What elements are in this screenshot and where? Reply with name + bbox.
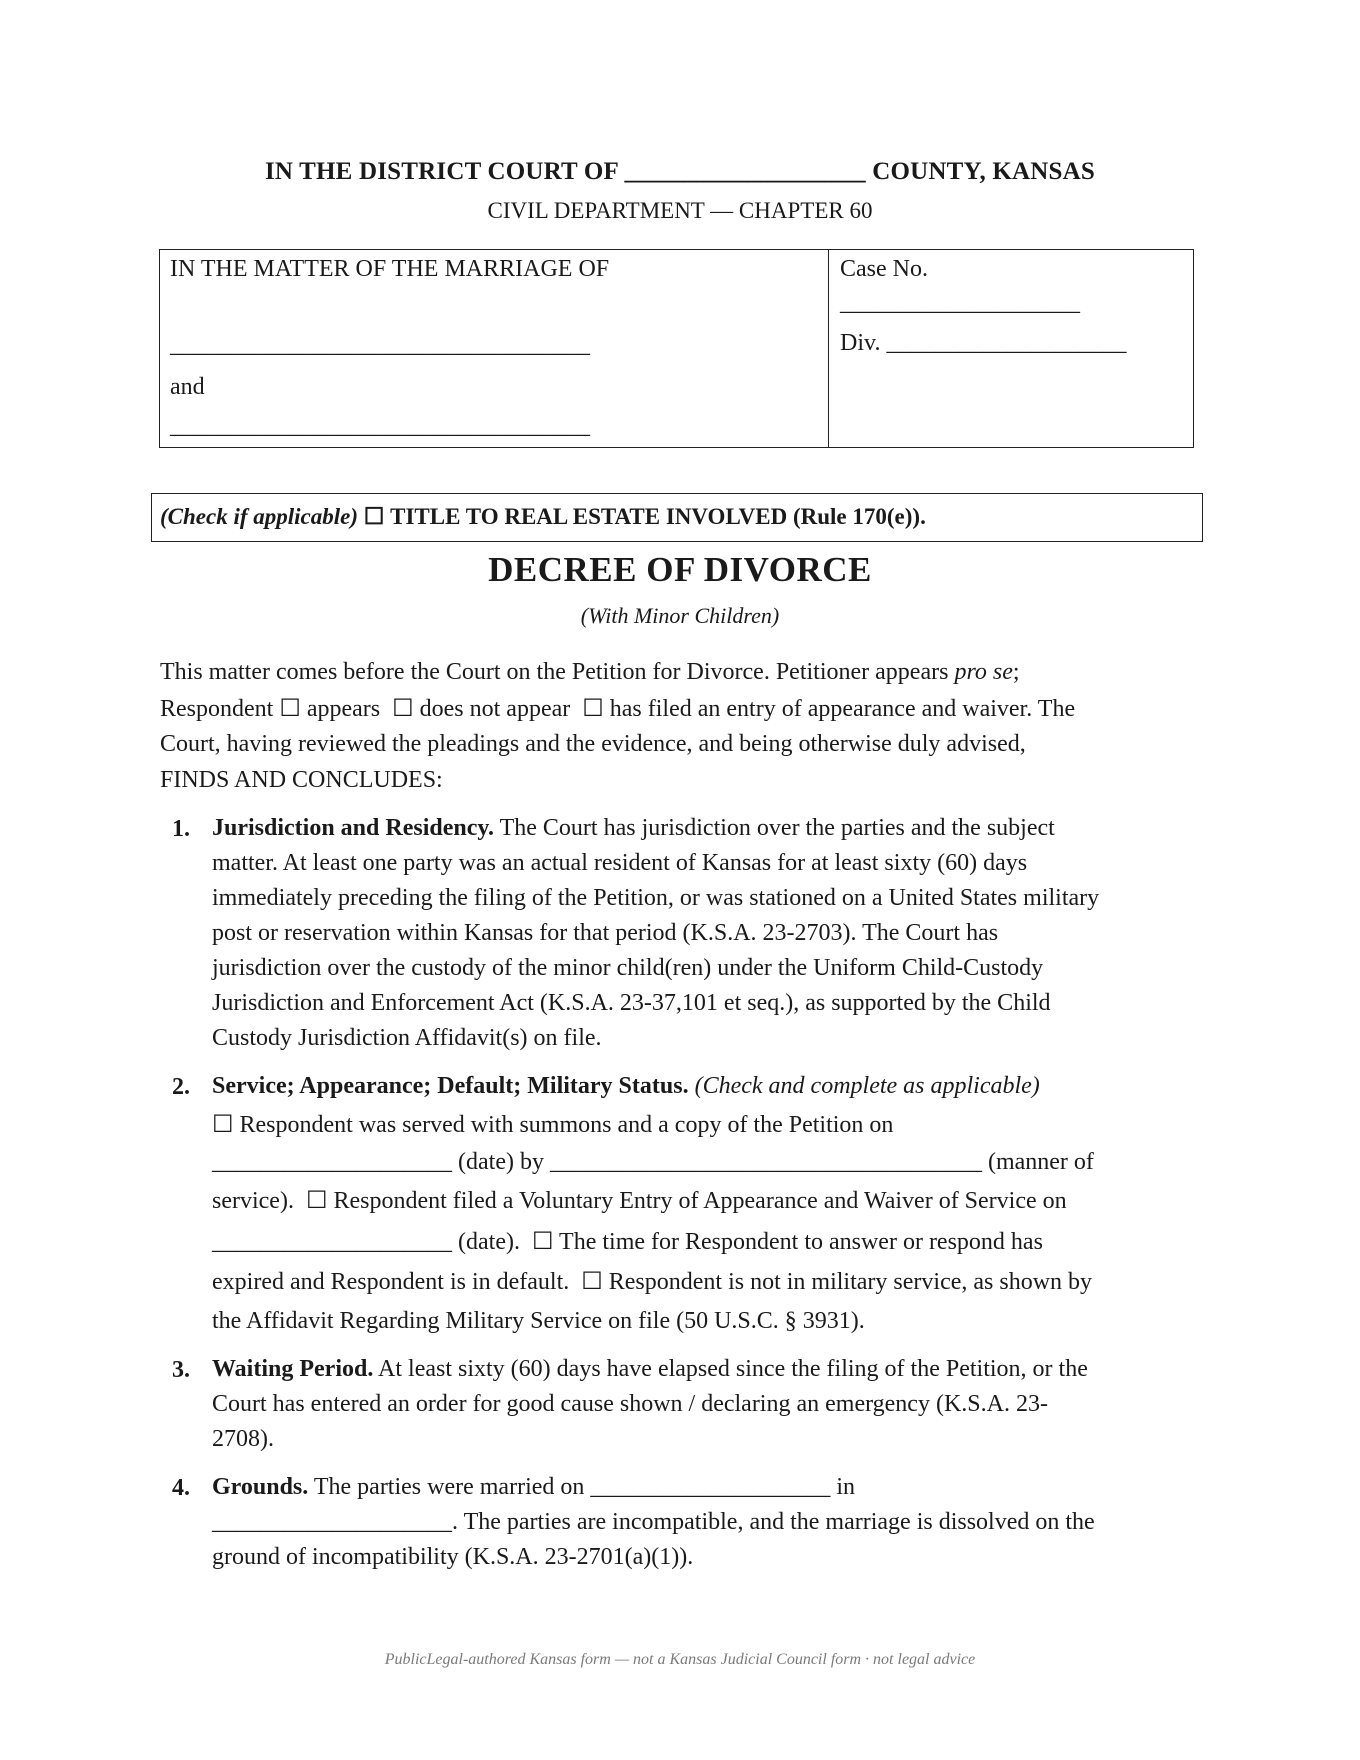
item-2-line-5[interactable]: expired and Respondent is in default. ☐ Respondent is not in military service, as shown by (212, 1269, 1093, 1295)
item-4-line-3: ground of incompatibility (K.S.A. 23-2701(a)(1)). (212, 1544, 694, 1570)
intro-line-4: FINDS AND CONCLUDES: (160, 767, 443, 793)
document-subtitle: (With Minor Children) (580, 603, 780, 628)
real-estate-text: TITLE TO REAL ESTATE INVOLVED (Rule 170(e)). (390, 504, 926, 529)
caption-case-info (829, 250, 1193, 447)
case-no-label: Case No. (840, 256, 928, 282)
item-2-line-2[interactable]: ____________________ (date) by ____________________________________ (manner of (212, 1149, 1094, 1175)
item-2-number: 2. (172, 1074, 190, 1100)
item-1-line-4: post or reservation within Kansas for that period (K.S.A. 23-2703). The Court has (212, 920, 999, 946)
check-applicable-label: (Check if applicable) (160, 504, 359, 529)
court-heading: IN THE DISTRICT COURT OF ___________________ COUNTY, KANSAS (264, 158, 1096, 185)
party2-blank[interactable]: ___________________________________ (170, 413, 590, 439)
item-3-line-2: Court has entered an order for good cause shown / declaring an emergency (K.S.A. 23- (212, 1391, 1048, 1417)
item-1-line-6: Jurisdiction and Enforcement Act (K.S.A. 23-37,101 et seq.), as supported by the Child (212, 990, 1051, 1016)
item-2-heading-line: Service; Appearance; Default; Military Status. (Check and complete as applicable) (212, 1073, 1040, 1099)
item-2-line-4[interactable]: ____________________ (date). ☐ The time for Respondent to answer or respond has (212, 1229, 1043, 1255)
document-title: DECREE OF DIVORCE (488, 550, 872, 589)
item-3-number: 3. (172, 1357, 190, 1383)
item-1-line-7: Custody Jurisdiction Affidavit(s) on file. (212, 1025, 602, 1051)
footer-disclaimer: PublicLegal-authored Kansas form — not a Kansas Judicial Council form · not legal advice (384, 1651, 976, 1668)
real-estate-check-row (151, 493, 1203, 542)
item-1-line-3: immediately preceding the filing of the Petition, or was stationed on a United States military (212, 885, 1100, 911)
matter-label: IN THE MATTER OF THE MARRIAGE OF (170, 256, 610, 282)
intro-line-1: This matter comes before the Court on the Petition for Divorce. Petitioner appears pro se; (160, 659, 1020, 685)
item-3-line-3: 2708). (212, 1426, 274, 1452)
item-2-line-1[interactable]: ☐ Respondent was served with summons and a copy of the Petition on (212, 1112, 894, 1138)
item-4-line-2[interactable]: ____________________. The parties are incompatible, and the marriage is dissolved on the (212, 1509, 1095, 1535)
item-2-line-3[interactable]: service). ☐ Respondent filed a Voluntary Entry of Appearance and Waiver of Service on (212, 1188, 1067, 1214)
item-1-line-5: jurisdiction over the custody of the minor child(ren) under the Uniform Child-Custody (212, 955, 1044, 981)
caption-parties (160, 250, 829, 447)
party1-blank[interactable]: ___________________________________ (170, 332, 590, 358)
intro-line-2[interactable]: Respondent ☐ appears ☐ does not appear ☐ has filed an entry of appearance and waiver. The (160, 696, 1076, 722)
item-2-line-6: the Affidavit Regarding Military Service on file (50 U.S.C. § 3931). (212, 1308, 865, 1334)
and-label: and (170, 374, 205, 400)
item-4-line-1[interactable]: Grounds. The parties were married on ____________________ in (212, 1474, 856, 1500)
item-4-number: 4. (172, 1475, 190, 1501)
division-field[interactable]: Div. ____________________ (840, 330, 1127, 356)
item-1-line-1: Jurisdiction and Residency. The Court has jurisdiction over the parties and the subject (212, 815, 1055, 841)
department-heading: CIVIL DEPARTMENT — CHAPTER 60 (487, 198, 873, 223)
item-3-line-1: Waiting Period. At least sixty (60) days have elapsed since the filing of the Petition, or the (212, 1356, 1088, 1382)
case-caption-box (159, 249, 1194, 448)
case-no-blank[interactable]: ____________________ (840, 290, 1080, 316)
item-1-line-2: matter. At least one party was an actual resident of Kansas for at least sixty (60) days (212, 850, 1028, 876)
real-estate-checkbox[interactable]: ☐ (363, 504, 385, 529)
item-1-number: 1. (172, 816, 190, 842)
intro-line-3: Court, having reviewed the pleadings and the evidence, and being otherwise duly advised, (160, 731, 1026, 757)
